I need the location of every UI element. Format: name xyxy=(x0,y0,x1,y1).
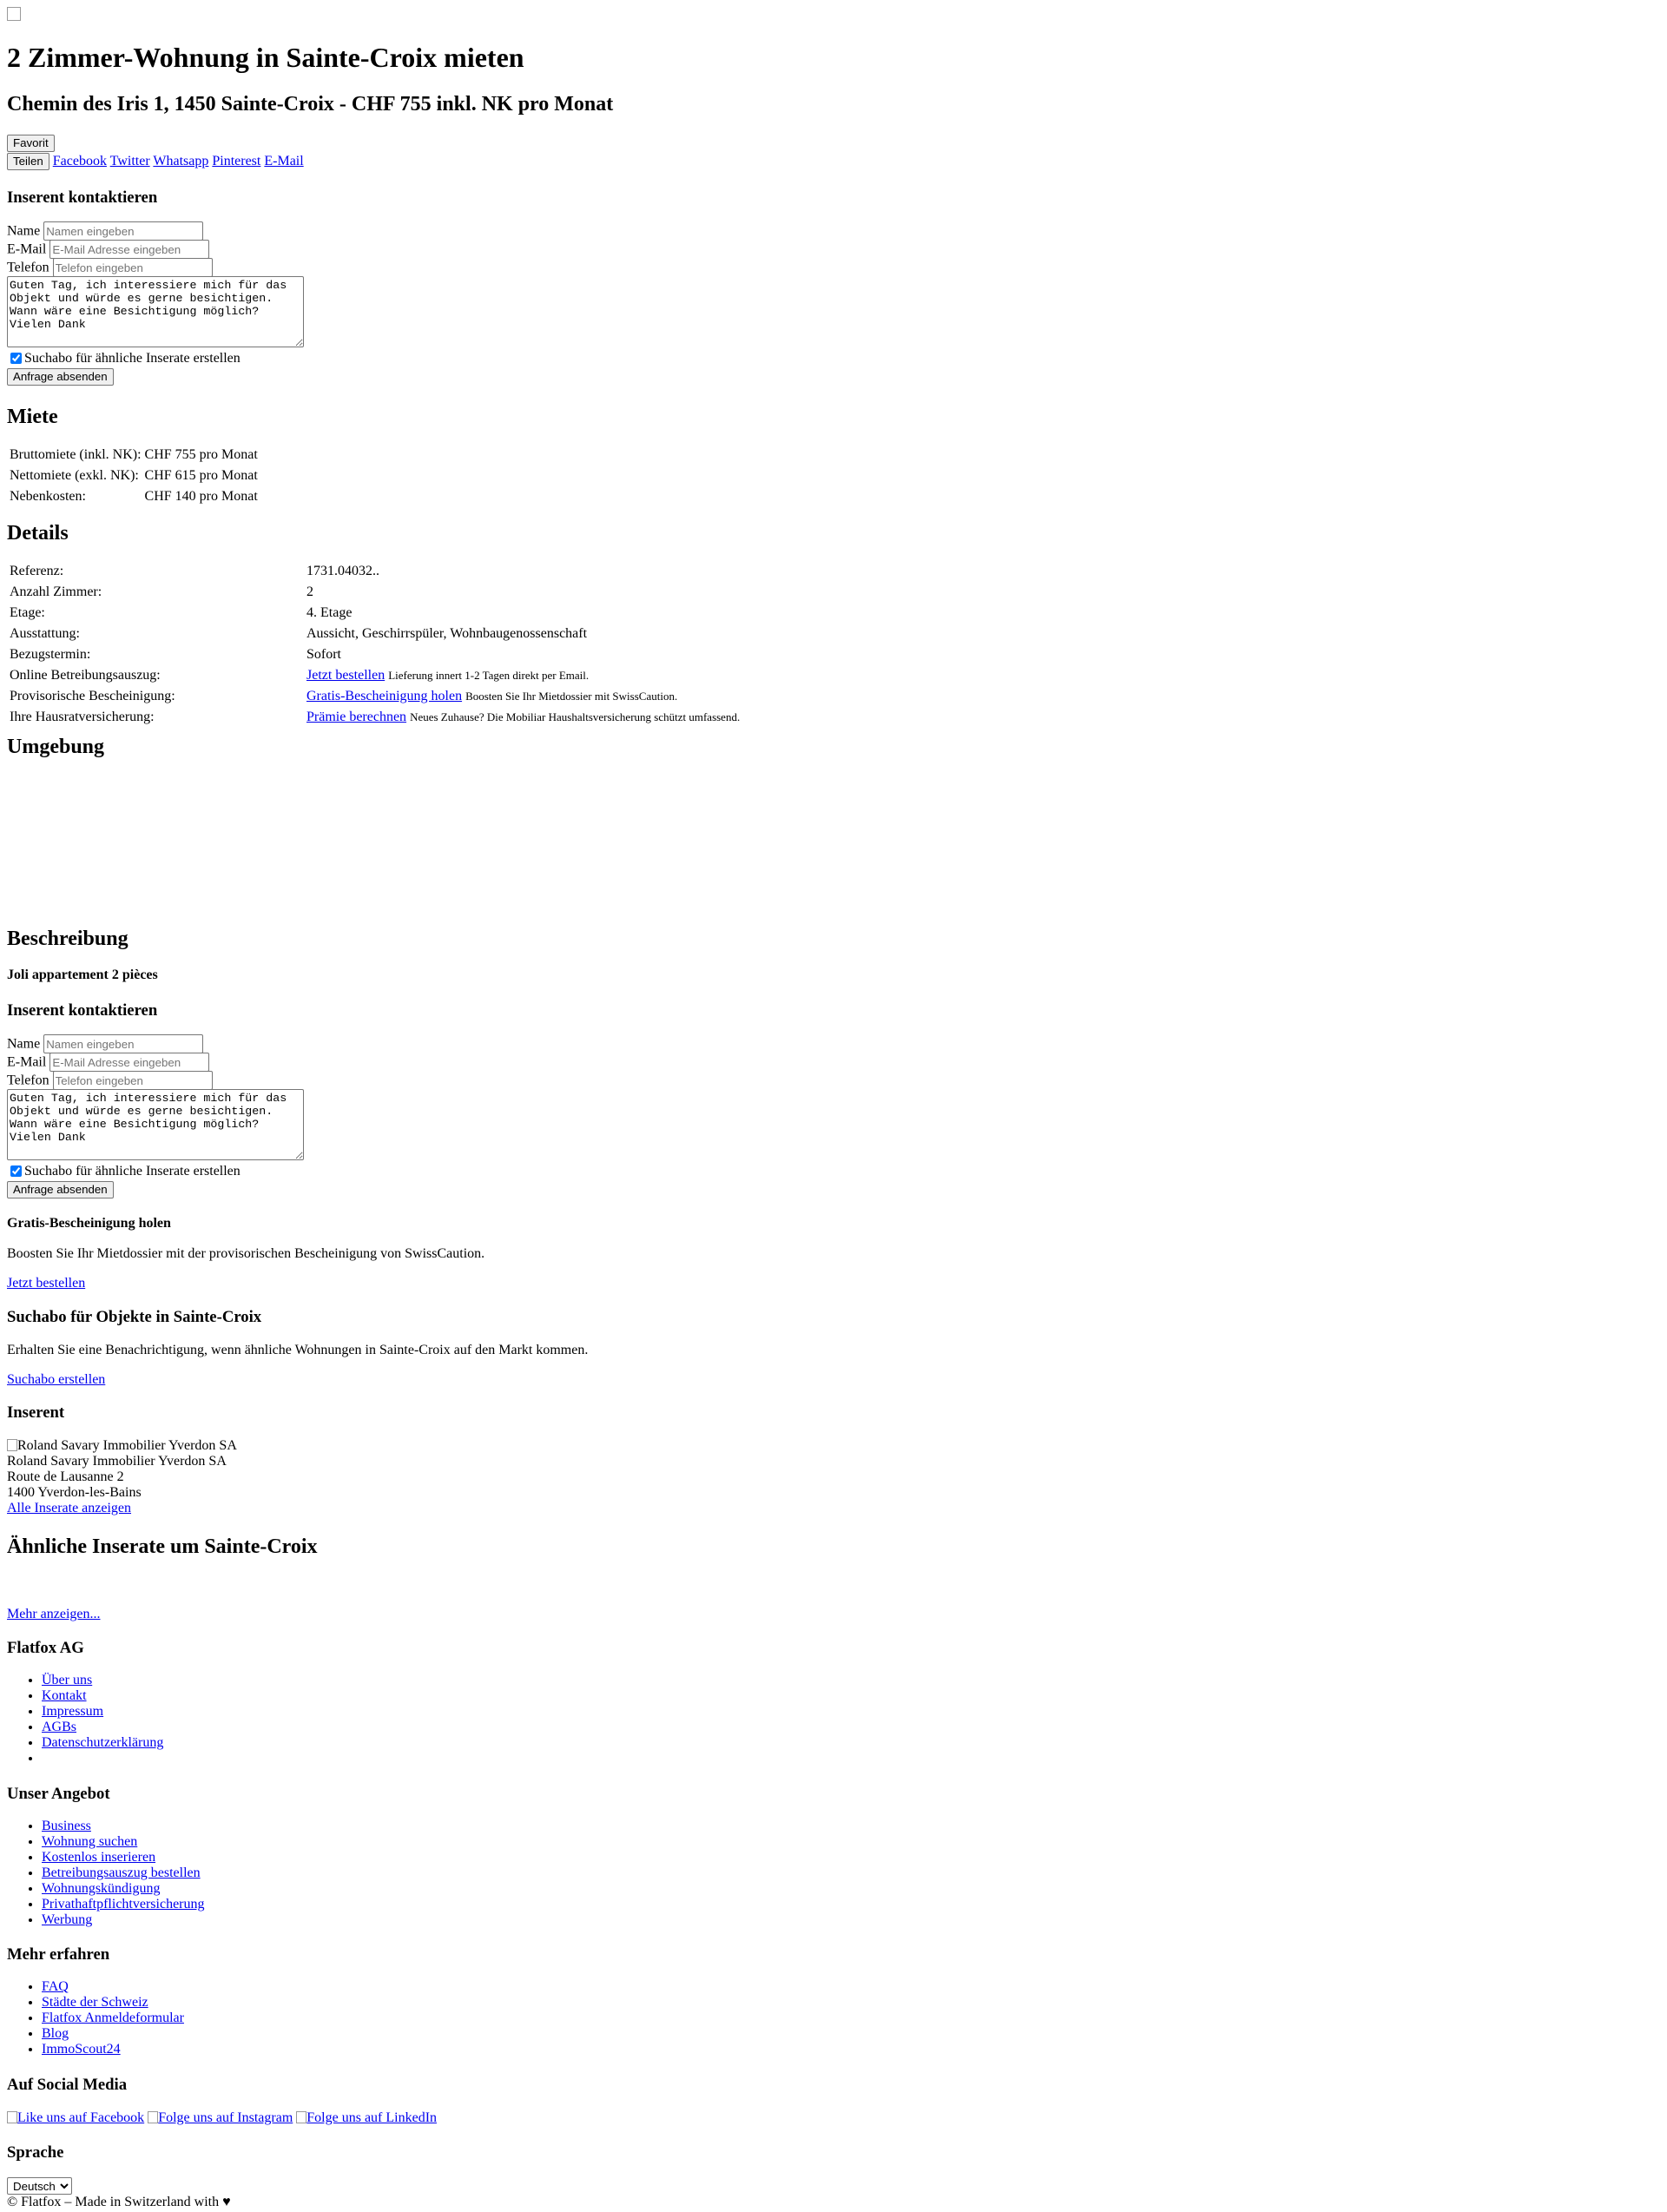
favorite-row xyxy=(7,135,55,152)
details-row xyxy=(9,687,769,706)
rent-row xyxy=(9,446,259,465)
map-area[interactable] xyxy=(7,769,788,916)
footer-link-item xyxy=(42,1819,205,1834)
share-row xyxy=(7,153,304,170)
language-select[interactable] xyxy=(7,2177,72,2195)
footer-link-item xyxy=(42,1735,163,1751)
details-row xyxy=(9,645,769,664)
message-row xyxy=(7,276,304,349)
favorite-button[interactable]: Favorit xyxy=(7,135,55,152)
suchabo-label: Suchabo für ähnliche Inserate erstellen xyxy=(24,351,240,366)
instagram-link[interactable] xyxy=(148,2110,293,2125)
rent-value: CHF 755 pro Monat xyxy=(144,446,258,462)
details-label: Bezugstermin: xyxy=(10,646,91,662)
footer-link-item xyxy=(42,2011,184,2026)
share-email-link[interactable]: E-Mail xyxy=(264,154,304,168)
page-title: 2 Zimmer-Wohnung in Sainte-Croix mieten xyxy=(7,42,524,73)
footer-link-item xyxy=(42,1704,163,1720)
footer-link-item xyxy=(42,1912,205,1928)
all-listings-link[interactable]: Alle Inserate anzeigen xyxy=(7,1501,132,1515)
advertiser-logo-alt: Roland Savary Immobilier Yverdon SA xyxy=(17,1438,237,1453)
facebook-link[interactable] xyxy=(7,2110,144,2125)
email-label: E-Mail xyxy=(7,1054,47,1070)
rent-heading: Miete xyxy=(7,406,58,428)
suchabo-checkbox[interactable] xyxy=(10,353,22,364)
search-alert-heading: Suchabo für Objekte in Sainte-Croix xyxy=(7,1308,262,1326)
message-textarea[interactable] xyxy=(7,1089,304,1160)
rent-label: Nettomiete (exkl. NK): xyxy=(10,467,139,483)
linkedin-link[interactable] xyxy=(296,2110,437,2125)
footer-link-item xyxy=(42,1688,163,1704)
footer-link[interactable]: Kontakt xyxy=(42,1688,87,1703)
footer-link[interactable]: ImmoScout24 xyxy=(42,2042,121,2057)
details-row xyxy=(9,604,769,623)
advertiser-heading: Inserent xyxy=(7,1403,65,1422)
footer-link[interactable]: Städte der Schweiz xyxy=(42,1995,148,2010)
footer-link-item xyxy=(42,1865,205,1881)
footer-link[interactable]: Wohnung suchen xyxy=(42,1834,138,1849)
surroundings-heading: Umgebung xyxy=(7,736,105,758)
details-value: Aussicht, Geschirrspüler, Wohnbaugenossenschaft xyxy=(306,625,588,641)
footer-link-item xyxy=(42,1979,184,1995)
email-row xyxy=(7,240,304,258)
share-facebook-link[interactable]: Facebook xyxy=(52,154,107,168)
linkedin-icon xyxy=(296,2111,306,2123)
rent-label: Nebenkosten: xyxy=(10,488,86,504)
rent-value: CHF 615 pro Monat xyxy=(144,467,258,483)
phone-label: Telefon xyxy=(7,260,49,275)
phone-field[interactable] xyxy=(53,258,213,277)
contact-heading-bottom: Inserent kontaktieren xyxy=(7,1001,158,1020)
share-button[interactable]: Teilen xyxy=(7,153,49,170)
submit-button[interactable]: Anfrage absenden xyxy=(7,368,114,386)
footer-language-heading: Sprache xyxy=(7,2143,64,2162)
certificate-order-link[interactable]: Jetzt bestellen xyxy=(7,1276,86,1291)
copyright: © Flatfox – Made in Switzerland with ♥ xyxy=(7,2195,231,2209)
footer-link-item xyxy=(42,1673,163,1688)
footer-link-item xyxy=(42,1834,205,1850)
footer-company-heading: Flatfox AG xyxy=(7,1639,84,1657)
message-row xyxy=(7,1089,304,1162)
facebook-link-text: Like uns auf Facebook xyxy=(17,2110,145,2125)
advertiser-street: Route de Lausanne 2 xyxy=(7,1469,124,1484)
details-label: Online Betreibungsauszug: xyxy=(10,667,161,683)
details-value xyxy=(306,666,769,685)
name-label: Name xyxy=(7,1036,41,1052)
suchabo-row xyxy=(7,1162,304,1180)
details-label: Ihre Hausratversicherung: xyxy=(10,709,155,724)
footer-link-item xyxy=(42,1720,163,1735)
phone-label: Telefon xyxy=(7,1073,49,1088)
details-row xyxy=(9,562,769,581)
footer-link[interactable]: Wohnungskündigung xyxy=(42,1881,161,1896)
details-row xyxy=(9,666,769,685)
facebook-icon xyxy=(7,2111,17,2123)
language-select-row xyxy=(7,2177,72,2195)
advertiser-logo-icon xyxy=(7,1439,17,1451)
details-row xyxy=(9,624,769,644)
certificate-text: Boosten Sie Ihr Mietdossier mit der provisorischen Bescheinigung von SwissCaution. xyxy=(7,1246,485,1261)
logo[interactable] xyxy=(7,7,21,23)
details-row xyxy=(9,708,769,727)
free-certificate-link[interactable]: Gratis-Bescheinigung holen xyxy=(306,688,463,703)
footer-offer-heading: Unser Angebot xyxy=(7,1785,110,1803)
email-field[interactable] xyxy=(49,1053,209,1072)
instagram-icon xyxy=(148,2111,158,2123)
footer-offer-list xyxy=(7,1819,205,1928)
footer-social-links xyxy=(7,2110,437,2126)
search-alert-text: Erhalten Sie eine Benachrichtigung, wenn ähnliche Wohnungen in Sainte-Croix auf den Markt kommen. xyxy=(7,1343,589,1357)
description-heading: Beschreibung xyxy=(7,928,128,950)
submit-row xyxy=(7,367,304,386)
name-field[interactable] xyxy=(43,1034,203,1053)
share-whatsapp-link[interactable]: Whatsapp xyxy=(153,154,209,168)
footer-link-item xyxy=(42,1881,205,1897)
listing-subtitle: Chemin des Iris 1, 1450 Sainte-Croix - CHF 755 inkl. NK pro Monat xyxy=(7,93,614,116)
advertiser-block xyxy=(7,1438,237,1516)
footer-link[interactable]: AGBs xyxy=(42,1720,77,1734)
footer-link-item xyxy=(42,2026,184,2042)
phone-row xyxy=(7,1071,304,1089)
details-value: 1731.04032.. xyxy=(306,563,379,578)
email-label: E-Mail xyxy=(7,241,47,257)
footer-link[interactable]: Blog xyxy=(42,2026,69,2041)
share-pinterest-link[interactable]: Pinterest xyxy=(212,154,261,168)
rent-row xyxy=(9,466,259,485)
share-twitter-link[interactable]: Twitter xyxy=(109,154,150,168)
advertiser-logo xyxy=(7,1438,237,1454)
footer-link-item xyxy=(42,2042,184,2057)
contact-form-bottom xyxy=(7,1034,304,1198)
footer-link[interactable]: Über uns xyxy=(42,1673,93,1687)
footer-social-heading: Auf Social Media xyxy=(7,2076,128,2094)
contact-form xyxy=(7,221,304,386)
footer-link[interactable]: FAQ xyxy=(42,1979,69,1994)
calculate-premium-note: Neues Zuhause? Die Mobiliar Haushaltsversicherung schützt umfassend. xyxy=(410,710,741,723)
details-heading: Details xyxy=(7,522,69,545)
details-row xyxy=(9,583,769,602)
footer-link-item xyxy=(42,1995,184,2011)
details-label: Ausstattung: xyxy=(10,625,80,641)
details-value: Sofort xyxy=(306,646,341,662)
logo-image[interactable] xyxy=(7,7,21,21)
order-debt-record-note: Lieferung innert 1-2 Tagen direkt per Email. xyxy=(388,668,590,682)
description-text: Joli appartement 2 pièces xyxy=(7,967,158,982)
name-row xyxy=(7,1034,304,1053)
suchabo-checkbox[interactable] xyxy=(10,1165,22,1177)
footer-link[interactable]: Werbung xyxy=(42,1912,93,1927)
calculate-premium-link[interactable]: Prämie berechnen xyxy=(306,709,407,724)
rent-value: CHF 140 pro Monat xyxy=(144,488,258,504)
footer-link-item xyxy=(42,1751,163,1766)
footer-link-item xyxy=(42,1850,205,1865)
suchabo-row xyxy=(7,349,304,367)
name-label: Name xyxy=(7,223,41,239)
free-certificate-note: Boosten Sie Ihr Mietdossier mit SwissCaution. xyxy=(465,689,678,703)
email-row xyxy=(7,1053,304,1071)
details-label: Provisorische Bescheinigung: xyxy=(10,688,175,703)
contact-heading: Inserent kontaktieren xyxy=(7,188,158,207)
details-table xyxy=(7,560,771,729)
footer-learn-heading: Mehr erfahren xyxy=(7,1945,110,1964)
footer-link[interactable]: Privathaftpflichtversicherung xyxy=(42,1897,205,1912)
phone-row xyxy=(7,258,304,276)
footer-company-list xyxy=(7,1673,163,1766)
footer-learn-list xyxy=(7,1979,184,2057)
instagram-link-text: Folge uns auf Instagram xyxy=(158,2110,293,2125)
name-row xyxy=(7,221,304,240)
phone-field[interactable] xyxy=(53,1071,213,1090)
search-alert-link[interactable]: Suchabo erstellen xyxy=(7,1372,106,1387)
footer-link[interactable]: Impressum xyxy=(42,1704,104,1719)
details-label: Referenz: xyxy=(10,563,64,578)
submit-button[interactable]: Anfrage absenden xyxy=(7,1181,114,1198)
footer-link[interactable]: Flatfox Anmeldeformular xyxy=(42,2011,184,2025)
rent-label: Bruttomiete (inkl. NK): xyxy=(10,446,142,462)
linkedin-link-text: Folge uns auf LinkedIn xyxy=(306,2110,438,2125)
details-value xyxy=(306,708,769,727)
advertiser-city: 1400 Yverdon-les-Bains xyxy=(7,1485,142,1500)
footer-link-item xyxy=(42,1897,205,1912)
rent-row xyxy=(9,487,259,506)
rent-table xyxy=(7,444,260,508)
footer-link[interactable]: Betreibungsauszug bestellen xyxy=(42,1865,201,1880)
name-field[interactable] xyxy=(43,221,203,241)
email-field[interactable] xyxy=(49,240,209,259)
details-label: Etage: xyxy=(10,604,45,620)
details-value: 2 xyxy=(306,584,313,599)
certificate-heading: Gratis-Bescheinigung holen xyxy=(7,1216,171,1231)
similar-heading: Ähnliche Inserate um Sainte-Croix xyxy=(7,1535,318,1558)
submit-row xyxy=(7,1180,304,1198)
details-label: Anzahl Zimmer: xyxy=(10,584,102,599)
suchabo-label: Suchabo für ähnliche Inserate erstellen xyxy=(24,1164,240,1179)
details-value: 4. Etage xyxy=(306,604,353,620)
message-textarea[interactable] xyxy=(7,276,304,347)
show-more-link[interactable]: Mehr anzeigen... xyxy=(7,1607,101,1621)
footer-link[interactable]: Kostenlos inserieren xyxy=(42,1850,156,1865)
order-debt-record-link[interactable]: Jetzt bestellen xyxy=(306,667,385,683)
details-value xyxy=(306,687,769,706)
footer-link[interactable]: Business xyxy=(42,1819,91,1833)
footer-link[interactable]: Datenschutzerklärung xyxy=(42,1735,164,1750)
advertiser-name: Roland Savary Immobilier Yverdon SA xyxy=(7,1454,227,1469)
